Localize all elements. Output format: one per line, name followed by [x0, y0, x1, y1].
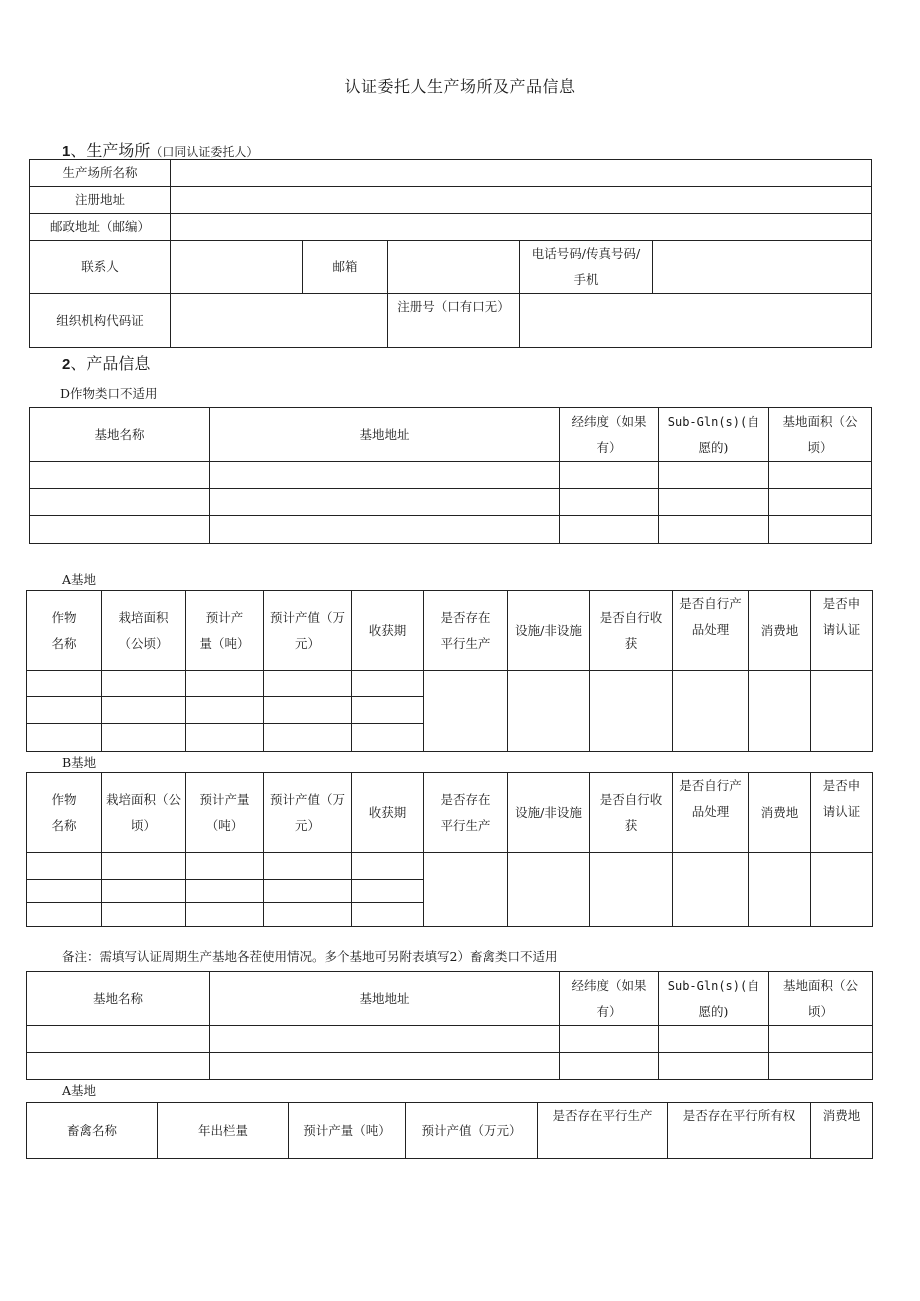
self-harvest-header: 是否自行收 获	[590, 773, 673, 853]
harvest-period-header: 收获期	[352, 591, 424, 671]
livestock-table	[26, 1102, 873, 1159]
email-label: 邮箱	[303, 241, 388, 294]
crop-name-header: 作物 名称	[27, 773, 102, 853]
self-processing-header: 是否自行产 品处理	[673, 773, 749, 853]
base-b-label: B基地	[62, 755, 97, 770]
site-name-field[interactable]	[171, 160, 872, 187]
facility-header: 设施/非设施	[508, 773, 590, 853]
expected-yield-header: 预计产量（吨）	[289, 1103, 406, 1159]
org-code-field[interactable]	[171, 294, 388, 348]
phone-field[interactable]	[653, 241, 872, 294]
self-harvest-header: 是否自行收 获	[590, 591, 673, 671]
base-area-header: 基地面积（公 顷）	[769, 408, 872, 462]
phone-label: 电话号码/传真号码/ 手机	[520, 241, 653, 294]
subgln-header: Sub-Gln(s)(自 愿的)	[659, 408, 769, 462]
facility-header: 设施/非设施	[508, 591, 590, 671]
parallel-ownership-header: 是否存在平行所有权	[668, 1103, 811, 1159]
livestock-name-header: 畜禽名称	[27, 1103, 158, 1159]
section-1-number: 1	[62, 143, 71, 160]
reg-number-field[interactable]	[520, 294, 872, 348]
site-name-label: 生产场所名称	[30, 160, 171, 187]
expected-value-header: 预计产值（万 元）	[264, 773, 352, 853]
base-name-header: 基地名称	[27, 972, 210, 1026]
apply-certification-header: 是否申 请认证	[811, 591, 873, 671]
base-address-header: 基地地址	[210, 408, 560, 462]
annual-stock-header: 年出栏量	[158, 1103, 289, 1159]
table-row	[30, 489, 872, 516]
latlng-header: 经纬度（如果 有）	[560, 408, 659, 462]
org-code-label: 组织机构代码证	[30, 294, 171, 348]
harvest-period-header: 收获期	[352, 773, 424, 853]
crop-name-header: 作物 名称	[27, 591, 102, 671]
remark-text: 备注：需填写认证周期生产基地各茬使用情况。多个基地可另附表填写2）畜禽类口不适用	[62, 949, 558, 964]
parallel-production-header: 是否存在 平行生产	[424, 773, 508, 853]
consumption-place-header: 消费地	[811, 1103, 873, 1159]
crop-base-table	[29, 407, 872, 544]
section-1-heading	[62, 138, 258, 161]
latlng-header: 经纬度（如果 有）	[560, 972, 659, 1026]
table-row	[27, 853, 873, 880]
contact-field[interactable]	[171, 241, 303, 294]
consumption-place-header: 消费地	[749, 591, 811, 671]
expected-yield-header: 预计产量 （吨）	[186, 773, 264, 853]
expected-value-header: 预计产值（万元）	[406, 1103, 538, 1159]
table-row	[30, 516, 872, 544]
consumption-place-header: 消费地	[749, 773, 811, 853]
section-1-title: 、生产场所	[70, 141, 151, 160]
base-name-header: 基地名称	[30, 408, 210, 462]
reg-number-label: 注册号（口有口无）	[388, 294, 520, 348]
apply-certification-header: 是否申 请认证	[811, 773, 873, 853]
livestock-base-table	[26, 971, 873, 1080]
base-area-header: 基地面积（公 顷）	[769, 972, 873, 1026]
table-row	[27, 671, 873, 697]
table-row	[27, 1026, 873, 1053]
subgln-header: Sub-Gln(s)(自 愿的)	[659, 972, 769, 1026]
postal-address-label: 邮政地址（邮编）	[30, 214, 171, 241]
table-row	[27, 1053, 873, 1080]
parallel-production-header: 是否存在平行生产	[538, 1103, 668, 1159]
cultivation-area-header: 栽培面积（公 顷）	[102, 773, 186, 853]
production-site-table	[29, 159, 872, 348]
base-address-header: 基地地址	[210, 972, 560, 1026]
section-2-title: 、产品信息	[70, 354, 151, 373]
self-processing-header: 是否自行产 品处理	[673, 591, 749, 671]
table-row	[30, 462, 872, 489]
reg-address-field[interactable]	[171, 187, 872, 214]
expected-value-header: 预计产值（万 元）	[264, 591, 352, 671]
cultivation-area-header: 栽培面积 （公顷）	[102, 591, 186, 671]
livestock-base-a-label: A基地	[62, 1083, 97, 1098]
contact-label: 联系人	[30, 241, 171, 294]
base-a-label: A基地	[62, 572, 97, 587]
postal-address-field[interactable]	[171, 214, 872, 241]
section-1-note: （口同认证委托人）	[150, 145, 259, 159]
base-a-crop-table	[26, 590, 873, 752]
email-field[interactable]	[388, 241, 520, 294]
page-title: 认证委托人生产场所及产品信息	[344, 77, 576, 96]
expected-yield-header: 预计产 量（吨）	[186, 591, 264, 671]
base-b-crop-table	[26, 772, 873, 927]
parallel-production-header: 是否存在 平行生产	[424, 591, 508, 671]
reg-address-label: 注册地址	[30, 187, 171, 214]
section-2-number: 2	[62, 356, 71, 373]
section-2-heading	[62, 351, 150, 374]
crop-category-label: D作物类口不适用	[60, 386, 158, 401]
